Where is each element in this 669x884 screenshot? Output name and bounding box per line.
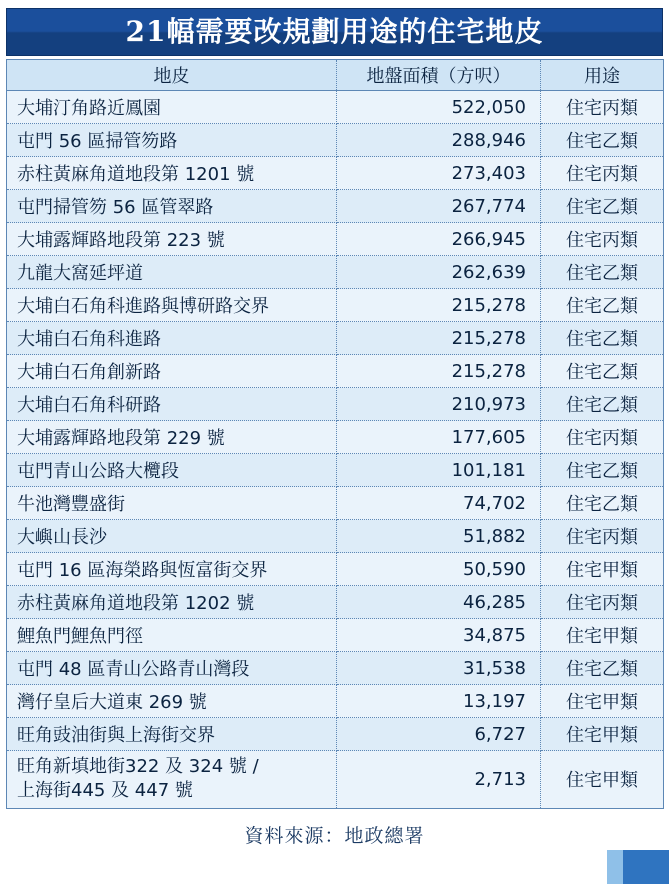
cell-site-use: 住宅乙類 <box>541 355 664 388</box>
cell-site-use: 住宅乙類 <box>541 256 664 289</box>
table-row <box>7 223 664 256</box>
source-note: 資料來源：地政總署 <box>244 824 425 847</box>
table-row <box>7 586 664 619</box>
cell-site-name: 大埔汀角路近鳳園 <box>7 91 337 124</box>
column-header-area: 地盤面積（方呎） <box>337 60 541 91</box>
cell-site-area: 34,875 <box>337 619 541 652</box>
cell-site-name: 旺角新填地街322 及 324 號 / 上海街445 及 447 號 <box>7 751 337 809</box>
cell-site-area: 31,538 <box>337 652 541 685</box>
cell-site-area: 101,181 <box>337 454 541 487</box>
cell-site-area: 2,713 <box>337 751 541 809</box>
table-row <box>7 388 664 421</box>
table-row <box>7 322 664 355</box>
table-row <box>7 685 664 718</box>
cell-site-use: 住宅乙類 <box>541 124 664 157</box>
corner-decoration <box>623 850 669 884</box>
cell-site-area: 6,727 <box>337 718 541 751</box>
table-row <box>7 355 664 388</box>
cell-site-use: 住宅乙類 <box>541 652 664 685</box>
cell-site-area: 215,278 <box>337 322 541 355</box>
table-header <box>7 60 664 91</box>
cell-site-use: 住宅甲類 <box>541 685 664 718</box>
cell-site-area: 51,882 <box>337 520 541 553</box>
cell-site-use: 住宅丙類 <box>541 421 664 454</box>
cell-site-use: 住宅甲類 <box>541 751 664 809</box>
cell-site-area: 50,590 <box>337 553 541 586</box>
cell-site-area: 46,285 <box>337 586 541 619</box>
cell-site-area: 210,973 <box>337 388 541 421</box>
table-row <box>7 553 664 586</box>
cell-site-area: 262,639 <box>337 256 541 289</box>
cell-site-use: 住宅乙類 <box>541 190 664 223</box>
cell-site-name: 大嶼山長沙 <box>7 520 337 553</box>
table-row <box>7 421 664 454</box>
cell-site-name: 屯門 48 區青山公路青山灣段 <box>7 652 337 685</box>
cell-site-name: 屯門 56 區掃管笏路 <box>7 124 337 157</box>
cell-site-use: 住宅丙類 <box>541 91 664 124</box>
title-banner <box>6 8 663 56</box>
table-row <box>7 454 664 487</box>
cell-site-area: 177,605 <box>337 421 541 454</box>
cell-site-name: 屯門青山公路大欖段 <box>7 454 337 487</box>
cell-site-area: 215,278 <box>337 289 541 322</box>
cell-site-use: 住宅乙類 <box>541 487 664 520</box>
cell-site-use: 住宅丙類 <box>541 223 664 256</box>
cell-site-name: 大埔白石角科研路 <box>7 388 337 421</box>
cell-site-area: 522,050 <box>337 91 541 124</box>
cell-site-name: 大埔白石角科進路與博研路交界 <box>7 289 337 322</box>
cell-site-area: 74,702 <box>337 487 541 520</box>
column-header-use: 用途 <box>541 60 664 91</box>
cell-site-name: 旺角豉油街與上海街交界 <box>7 718 337 751</box>
cell-site-name: 大埔白石角科進路 <box>7 322 337 355</box>
cell-site-name: 牛池灣豐盛街 <box>7 487 337 520</box>
corner-decoration-light <box>607 850 623 884</box>
cell-site-use: 住宅甲類 <box>541 553 664 586</box>
table-header-row <box>7 60 664 91</box>
cell-site-use: 住宅丙類 <box>541 586 664 619</box>
column-header-site: 地皮 <box>7 60 337 91</box>
table-row <box>7 91 664 124</box>
table-row <box>7 124 664 157</box>
cell-site-area: 215,278 <box>337 355 541 388</box>
table-row <box>7 256 664 289</box>
cell-site-name: 九龍大窩延坪道 <box>7 256 337 289</box>
cell-site-use: 住宅乙類 <box>541 322 664 355</box>
land-sites-table <box>6 59 664 809</box>
page-title: 21幅需要改規劃用途的住宅地皮 <box>125 15 544 48</box>
cell-site-area: 13,197 <box>337 685 541 718</box>
cell-site-name: 赤柱黃麻角道地段第 1201 號 <box>7 157 337 190</box>
cell-site-use: 住宅乙類 <box>541 289 664 322</box>
cell-site-area: 267,774 <box>337 190 541 223</box>
cell-site-use: 住宅乙類 <box>541 454 664 487</box>
cell-site-name: 大埔露輝路地段第 223 號 <box>7 223 337 256</box>
table-row <box>7 619 664 652</box>
cell-site-area: 266,945 <box>337 223 541 256</box>
infographic-page <box>0 8 669 884</box>
cell-site-name: 灣仔皇后大道東 269 號 <box>7 685 337 718</box>
table-row <box>7 652 664 685</box>
cell-site-name: 屯門 16 區海榮路與恆富街交界 <box>7 553 337 586</box>
cell-site-use: 住宅丙類 <box>541 520 664 553</box>
cell-site-area: 273,403 <box>337 157 541 190</box>
cell-site-name: 大埔露輝路地段第 229 號 <box>7 421 337 454</box>
cell-site-area: 288,946 <box>337 124 541 157</box>
table-row <box>7 157 664 190</box>
cell-site-name: 赤柱黃麻角道地段第 1202 號 <box>7 586 337 619</box>
table-row <box>7 520 664 553</box>
cell-site-name: 鯉魚門鯉魚門徑 <box>7 619 337 652</box>
table-body <box>7 91 664 809</box>
cell-site-use: 住宅甲類 <box>541 718 664 751</box>
table-row <box>7 289 664 322</box>
table-row <box>7 190 664 223</box>
table-row <box>7 487 664 520</box>
cell-site-name: 大埔白石角創新路 <box>7 355 337 388</box>
table-row <box>7 751 664 809</box>
cell-site-use: 住宅甲類 <box>541 619 664 652</box>
table-row <box>7 718 664 751</box>
cell-site-name: 屯門掃管笏 56 區管翠路 <box>7 190 337 223</box>
cell-site-use: 住宅丙類 <box>541 157 664 190</box>
cell-site-use: 住宅乙類 <box>541 388 664 421</box>
